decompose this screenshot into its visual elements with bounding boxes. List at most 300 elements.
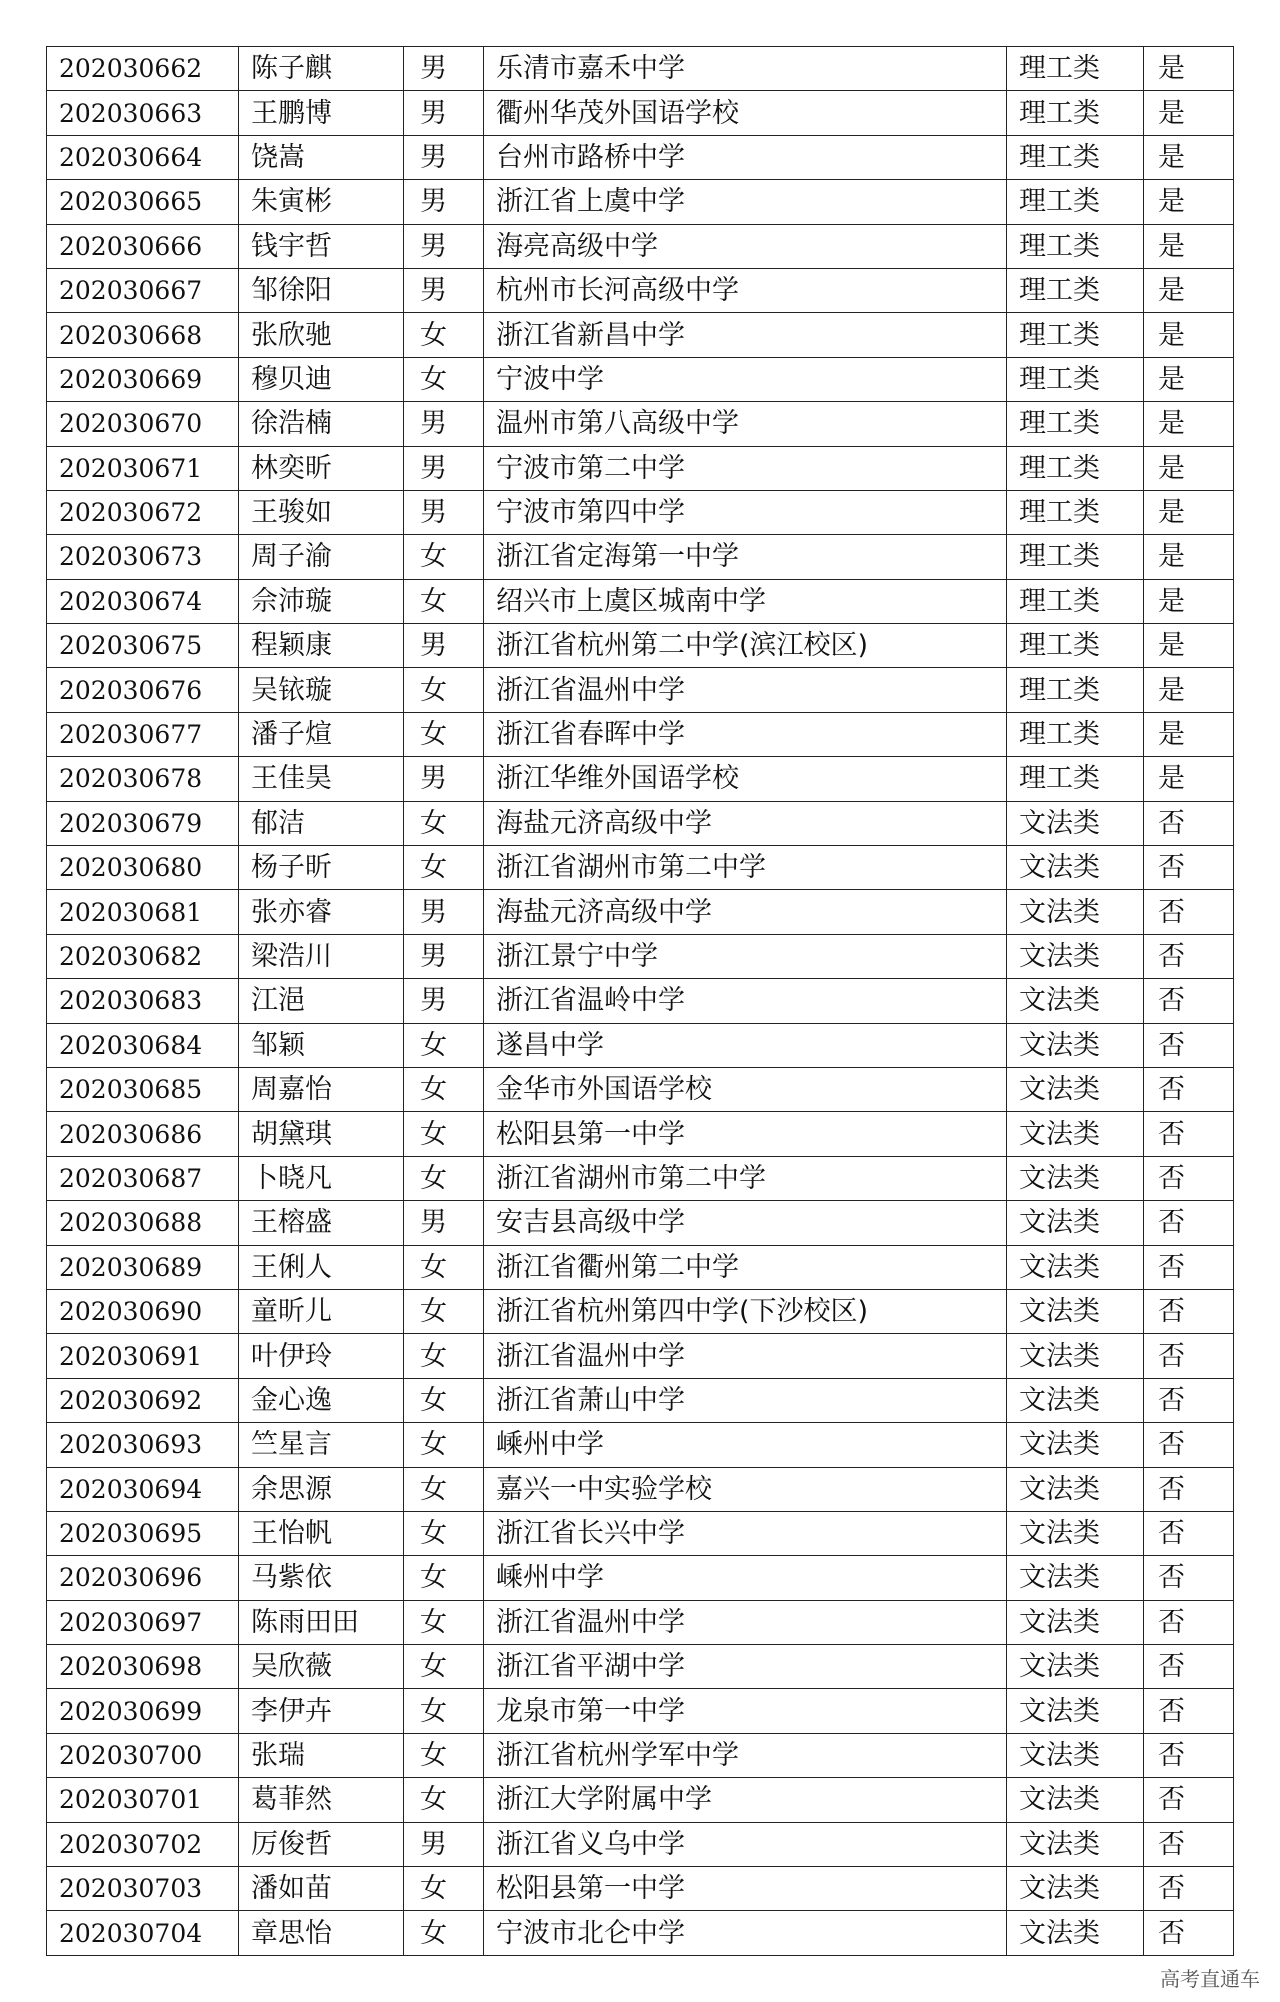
school-cell: 浙江省义乌中学: [484, 1822, 1007, 1866]
gender-cell: 女: [404, 1733, 484, 1777]
table-row: [47, 91, 1234, 135]
table-row: [47, 1156, 1234, 1200]
gender-cell: 男: [404, 446, 484, 490]
gender-cell: 女: [404, 1911, 484, 1955]
school-cell: 金华市外国语学校: [484, 1067, 1007, 1111]
student-id-cell: 202030673: [47, 535, 239, 579]
school-cell: 浙江省温州中学: [484, 668, 1007, 712]
flag-cell: 否: [1144, 1467, 1234, 1511]
student-id-cell: 202030683: [47, 979, 239, 1023]
gender-cell: 女: [404, 579, 484, 623]
gender-cell: 女: [404, 1112, 484, 1156]
student-id-cell: 202030668: [47, 313, 239, 357]
school-cell: 乐清市嘉禾中学: [484, 47, 1007, 91]
flag-cell: 否: [1144, 1911, 1234, 1955]
table-row: [47, 668, 1234, 712]
gender-cell: 女: [404, 313, 484, 357]
student-id-cell: 202030662: [47, 47, 239, 91]
category-cell: 文法类: [1007, 1156, 1144, 1200]
student-id-cell: 202030694: [47, 1467, 239, 1511]
flag-cell: 否: [1144, 1778, 1234, 1822]
table-row: [47, 1245, 1234, 1289]
school-cell: 嵊州中学: [484, 1556, 1007, 1600]
table-row: [47, 535, 1234, 579]
school-cell: 浙江省上虞中学: [484, 180, 1007, 224]
name-cell: 王榕盛: [239, 1201, 404, 1245]
name-cell: 佘沛璇: [239, 579, 404, 623]
gender-cell: 女: [404, 1689, 484, 1733]
flag-cell: 是: [1144, 446, 1234, 490]
category-cell: 文法类: [1007, 1423, 1144, 1467]
flag-cell: 否: [1144, 1334, 1234, 1378]
table-row: [47, 1733, 1234, 1777]
table-row: [47, 1289, 1234, 1333]
school-cell: 松阳县第一中学: [484, 1867, 1007, 1911]
student-id-cell: 202030688: [47, 1201, 239, 1245]
name-cell: 梁浩川: [239, 934, 404, 978]
school-cell: 嵊州中学: [484, 1423, 1007, 1467]
table-row: [47, 1067, 1234, 1111]
table-row: [47, 268, 1234, 312]
table-row: [47, 890, 1234, 934]
gender-cell: 女: [404, 1245, 484, 1289]
category-cell: 理工类: [1007, 180, 1144, 224]
table-row: [47, 1423, 1234, 1467]
gender-cell: 男: [404, 934, 484, 978]
flag-cell: 否: [1144, 1511, 1234, 1555]
table-row: [47, 490, 1234, 534]
student-id-cell: 202030663: [47, 91, 239, 135]
table-row: [47, 1645, 1234, 1689]
name-cell: 潘如苗: [239, 1867, 404, 1911]
flag-cell: 是: [1144, 268, 1234, 312]
table-row: [47, 579, 1234, 623]
name-cell: 厉俊哲: [239, 1822, 404, 1866]
school-cell: 海亮高级中学: [484, 224, 1007, 268]
name-cell: 郁洁: [239, 801, 404, 845]
name-cell: 林奕昕: [239, 446, 404, 490]
name-cell: 竺星言: [239, 1423, 404, 1467]
table-row: [47, 757, 1234, 801]
gender-cell: 女: [404, 1645, 484, 1689]
name-cell: 王鹏博: [239, 91, 404, 135]
flag-cell: 是: [1144, 757, 1234, 801]
flag-cell: 是: [1144, 357, 1234, 401]
student-id-cell: 202030676: [47, 668, 239, 712]
table-row: [47, 446, 1234, 490]
roster-table-body: [47, 47, 1234, 1956]
student-id-cell: 202030704: [47, 1911, 239, 1955]
school-cell: 宁波市第二中学: [484, 446, 1007, 490]
gender-cell: 女: [404, 535, 484, 579]
table-row: [47, 1556, 1234, 1600]
student-id-cell: 202030692: [47, 1378, 239, 1422]
flag-cell: 是: [1144, 91, 1234, 135]
student-id-cell: 202030702: [47, 1822, 239, 1866]
name-cell: 王怡帆: [239, 1511, 404, 1555]
table-row: [47, 846, 1234, 890]
category-cell: 理工类: [1007, 313, 1144, 357]
name-cell: 陈雨田田: [239, 1600, 404, 1644]
category-cell: 文法类: [1007, 1289, 1144, 1333]
flag-cell: 是: [1144, 313, 1234, 357]
category-cell: 理工类: [1007, 535, 1144, 579]
category-cell: 理工类: [1007, 402, 1144, 446]
student-id-cell: 202030700: [47, 1733, 239, 1777]
category-cell: 文法类: [1007, 1245, 1144, 1289]
school-cell: 浙江省春晖中学: [484, 712, 1007, 756]
school-cell: 浙江省温州中学: [484, 1600, 1007, 1644]
category-cell: 文法类: [1007, 979, 1144, 1023]
name-cell: 叶伊玲: [239, 1334, 404, 1378]
name-cell: 邹颖: [239, 1023, 404, 1067]
name-cell: 程颖康: [239, 624, 404, 668]
gender-cell: 男: [404, 624, 484, 668]
name-cell: 金心逸: [239, 1378, 404, 1422]
name-cell: 饶嵩: [239, 135, 404, 179]
category-cell: 理工类: [1007, 91, 1144, 135]
category-cell: 理工类: [1007, 490, 1144, 534]
flag-cell: 否: [1144, 1733, 1234, 1777]
category-cell: 文法类: [1007, 1334, 1144, 1378]
flag-cell: 否: [1144, 1112, 1234, 1156]
student-id-cell: 202030682: [47, 934, 239, 978]
student-id-cell: 202030686: [47, 1112, 239, 1156]
flag-cell: 否: [1144, 1600, 1234, 1644]
student-id-cell: 202030696: [47, 1556, 239, 1600]
table-row: [47, 135, 1234, 179]
table-row: [47, 1378, 1234, 1422]
flag-cell: 否: [1144, 890, 1234, 934]
name-cell: 周子渝: [239, 535, 404, 579]
name-cell: 穆贝迪: [239, 357, 404, 401]
table-row: [47, 1334, 1234, 1378]
table-row: [47, 934, 1234, 978]
gender-cell: 男: [404, 490, 484, 534]
gender-cell: 男: [404, 268, 484, 312]
flag-cell: 是: [1144, 579, 1234, 623]
gender-cell: 女: [404, 1156, 484, 1200]
category-cell: 理工类: [1007, 357, 1144, 401]
flag-cell: 否: [1144, 934, 1234, 978]
gender-cell: 女: [404, 1023, 484, 1067]
student-id-cell: 202030678: [47, 757, 239, 801]
gender-cell: 男: [404, 402, 484, 446]
school-cell: 浙江省新昌中学: [484, 313, 1007, 357]
gender-cell: 女: [404, 1067, 484, 1111]
flag-cell: 是: [1144, 624, 1234, 668]
gender-cell: 男: [404, 135, 484, 179]
name-cell: 张欣驰: [239, 313, 404, 357]
gender-cell: 女: [404, 1289, 484, 1333]
school-cell: 浙江省杭州第四中学(下沙校区): [484, 1289, 1007, 1333]
gender-cell: 女: [404, 668, 484, 712]
name-cell: 杨子昕: [239, 846, 404, 890]
roster-table: [46, 46, 1234, 1956]
student-id-cell: 202030689: [47, 1245, 239, 1289]
category-cell: 理工类: [1007, 47, 1144, 91]
flag-cell: 否: [1144, 1689, 1234, 1733]
gender-cell: 女: [404, 846, 484, 890]
school-cell: 松阳县第一中学: [484, 1112, 1007, 1156]
name-cell: 吴铱璇: [239, 668, 404, 712]
name-cell: 江浥: [239, 979, 404, 1023]
flag-cell: 是: [1144, 135, 1234, 179]
name-cell: 卜晓凡: [239, 1156, 404, 1200]
school-cell: 浙江省温岭中学: [484, 979, 1007, 1023]
flag-cell: 否: [1144, 1822, 1234, 1866]
school-cell: 浙江省湖州市第二中学: [484, 846, 1007, 890]
student-id-cell: 202030699: [47, 1689, 239, 1733]
category-cell: 理工类: [1007, 268, 1144, 312]
flag-cell: 否: [1144, 846, 1234, 890]
name-cell: 葛菲然: [239, 1778, 404, 1822]
category-cell: 理工类: [1007, 579, 1144, 623]
name-cell: 李伊卉: [239, 1689, 404, 1733]
category-cell: 理工类: [1007, 757, 1144, 801]
category-cell: 理工类: [1007, 446, 1144, 490]
gender-cell: 女: [404, 1334, 484, 1378]
school-cell: 浙江省平湖中学: [484, 1645, 1007, 1689]
gender-cell: 女: [404, 1867, 484, 1911]
student-id-cell: 202030701: [47, 1778, 239, 1822]
name-cell: 吴欣薇: [239, 1645, 404, 1689]
student-id-cell: 202030681: [47, 890, 239, 934]
flag-cell: 是: [1144, 224, 1234, 268]
category-cell: 文法类: [1007, 1600, 1144, 1644]
student-id-cell: 202030664: [47, 135, 239, 179]
category-cell: 理工类: [1007, 712, 1144, 756]
table-row: [47, 1778, 1234, 1822]
table-row: [47, 1867, 1234, 1911]
gender-cell: 女: [404, 1423, 484, 1467]
name-cell: 张亦睿: [239, 890, 404, 934]
flag-cell: 否: [1144, 801, 1234, 845]
name-cell: 胡黛琪: [239, 1112, 404, 1156]
table-row: [47, 224, 1234, 268]
name-cell: 余思源: [239, 1467, 404, 1511]
school-cell: 浙江大学附属中学: [484, 1778, 1007, 1822]
name-cell: 徐浩楠: [239, 402, 404, 446]
category-cell: 文法类: [1007, 1689, 1144, 1733]
student-id-cell: 202030687: [47, 1156, 239, 1200]
table-row: [47, 1511, 1234, 1555]
gender-cell: 男: [404, 1201, 484, 1245]
gender-cell: 女: [404, 1511, 484, 1555]
table-row: [47, 47, 1234, 91]
student-id-cell: 202030665: [47, 180, 239, 224]
category-cell: 文法类: [1007, 1867, 1144, 1911]
flag-cell: 否: [1144, 1867, 1234, 1911]
category-cell: 理工类: [1007, 135, 1144, 179]
flag-cell: 否: [1144, 1289, 1234, 1333]
student-id-cell: 202030693: [47, 1423, 239, 1467]
school-cell: 遂昌中学: [484, 1023, 1007, 1067]
name-cell: 陈子麒: [239, 47, 404, 91]
school-cell: 绍兴市上虞区城南中学: [484, 579, 1007, 623]
category-cell: 文法类: [1007, 1556, 1144, 1600]
gender-cell: 男: [404, 47, 484, 91]
school-cell: 浙江省衢州第二中学: [484, 1245, 1007, 1289]
category-cell: 文法类: [1007, 1467, 1144, 1511]
category-cell: 文法类: [1007, 1822, 1144, 1866]
school-cell: 台州市路桥中学: [484, 135, 1007, 179]
flag-cell: 否: [1144, 1156, 1234, 1200]
name-cell: 章思怡: [239, 1911, 404, 1955]
gender-cell: 女: [404, 1467, 484, 1511]
flag-cell: 否: [1144, 1423, 1234, 1467]
category-cell: 文法类: [1007, 1067, 1144, 1111]
category-cell: 文法类: [1007, 890, 1144, 934]
name-cell: 朱寅彬: [239, 180, 404, 224]
school-cell: 浙江景宁中学: [484, 934, 1007, 978]
student-id-cell: 202030684: [47, 1023, 239, 1067]
flag-cell: 否: [1144, 1023, 1234, 1067]
table-row: [47, 180, 1234, 224]
flag-cell: 是: [1144, 668, 1234, 712]
gender-cell: 女: [404, 801, 484, 845]
school-cell: 龙泉市第一中学: [484, 1689, 1007, 1733]
student-id-cell: 202030685: [47, 1067, 239, 1111]
name-cell: 潘子煊: [239, 712, 404, 756]
category-cell: 文法类: [1007, 1645, 1144, 1689]
gender-cell: 男: [404, 180, 484, 224]
category-cell: 文法类: [1007, 1511, 1144, 1555]
student-id-cell: 202030691: [47, 1334, 239, 1378]
flag-cell: 否: [1144, 979, 1234, 1023]
school-cell: 海盐元济高级中学: [484, 890, 1007, 934]
category-cell: 文法类: [1007, 1023, 1144, 1067]
gender-cell: 女: [404, 357, 484, 401]
category-cell: 文法类: [1007, 846, 1144, 890]
gender-cell: 男: [404, 979, 484, 1023]
table-row: [47, 624, 1234, 668]
student-id-cell: 202030695: [47, 1511, 239, 1555]
flag-cell: 是: [1144, 712, 1234, 756]
gender-cell: 男: [404, 224, 484, 268]
name-cell: 王骏如: [239, 490, 404, 534]
school-cell: 浙江省湖州市第二中学: [484, 1156, 1007, 1200]
name-cell: 张瑞: [239, 1733, 404, 1777]
student-id-cell: 202030698: [47, 1645, 239, 1689]
school-cell: 浙江省杭州学军中学: [484, 1733, 1007, 1777]
flag-cell: 否: [1144, 1556, 1234, 1600]
table-row: [47, 1689, 1234, 1733]
flag-cell: 否: [1144, 1245, 1234, 1289]
name-cell: 马紫依: [239, 1556, 404, 1600]
name-cell: 童昕儿: [239, 1289, 404, 1333]
watermark-text: 高考直通车: [1160, 1967, 1260, 1991]
category-cell: 理工类: [1007, 224, 1144, 268]
gender-cell: 女: [404, 1778, 484, 1822]
name-cell: 邹徐阳: [239, 268, 404, 312]
school-cell: 宁波市第四中学: [484, 490, 1007, 534]
table-row: [47, 1822, 1234, 1866]
table-row: [47, 1911, 1234, 1955]
category-cell: 文法类: [1007, 1733, 1144, 1777]
school-cell: 温州市第八高级中学: [484, 402, 1007, 446]
gender-cell: 女: [404, 712, 484, 756]
flag-cell: 否: [1144, 1645, 1234, 1689]
category-cell: 文法类: [1007, 1201, 1144, 1245]
table-row: [47, 1201, 1234, 1245]
student-id-cell: 202030674: [47, 579, 239, 623]
table-row: [47, 402, 1234, 446]
school-cell: 海盐元济高级中学: [484, 801, 1007, 845]
name-cell: 王佳昊: [239, 757, 404, 801]
category-cell: 文法类: [1007, 1911, 1144, 1955]
student-id-cell: 202030680: [47, 846, 239, 890]
category-cell: 文法类: [1007, 934, 1144, 978]
category-cell: 文法类: [1007, 801, 1144, 845]
student-id-cell: 202030669: [47, 357, 239, 401]
table-row: [47, 313, 1234, 357]
table-row: [47, 712, 1234, 756]
gender-cell: 男: [404, 757, 484, 801]
table-row: [47, 1600, 1234, 1644]
name-cell: 周嘉怡: [239, 1067, 404, 1111]
flag-cell: 是: [1144, 402, 1234, 446]
gender-cell: 女: [404, 1556, 484, 1600]
student-id-cell: 202030697: [47, 1600, 239, 1644]
table-row: [47, 1467, 1234, 1511]
school-cell: 安吉县高级中学: [484, 1201, 1007, 1245]
name-cell: 钱宇哲: [239, 224, 404, 268]
student-id-cell: 202030671: [47, 446, 239, 490]
table-row: [47, 357, 1234, 401]
category-cell: 文法类: [1007, 1378, 1144, 1422]
table-row: [47, 1023, 1234, 1067]
table-row: [47, 979, 1234, 1023]
student-id-cell: 202030666: [47, 224, 239, 268]
school-cell: 嘉兴一中实验学校: [484, 1467, 1007, 1511]
category-cell: 文法类: [1007, 1112, 1144, 1156]
name-cell: 王俐人: [239, 1245, 404, 1289]
category-cell: 理工类: [1007, 668, 1144, 712]
gender-cell: 女: [404, 1600, 484, 1644]
school-cell: 浙江省长兴中学: [484, 1511, 1007, 1555]
gender-cell: 男: [404, 890, 484, 934]
school-cell: 杭州市长河高级中学: [484, 268, 1007, 312]
flag-cell: 是: [1144, 490, 1234, 534]
flag-cell: 否: [1144, 1378, 1234, 1422]
school-cell: 衢州华茂外国语学校: [484, 91, 1007, 135]
student-id-cell: 202030690: [47, 1289, 239, 1333]
table-row: [47, 1112, 1234, 1156]
gender-cell: 男: [404, 1822, 484, 1866]
student-id-cell: 202030677: [47, 712, 239, 756]
school-cell: 浙江省定海第一中学: [484, 535, 1007, 579]
student-id-cell: 202030679: [47, 801, 239, 845]
student-id-cell: 202030667: [47, 268, 239, 312]
school-cell: 浙江省温州中学: [484, 1334, 1007, 1378]
flag-cell: 否: [1144, 1201, 1234, 1245]
gender-cell: 女: [404, 1378, 484, 1422]
category-cell: 文法类: [1007, 1778, 1144, 1822]
gender-cell: 男: [404, 91, 484, 135]
student-id-cell: 202030672: [47, 490, 239, 534]
flag-cell: 否: [1144, 1067, 1234, 1111]
school-cell: 宁波市北仑中学: [484, 1911, 1007, 1955]
student-id-cell: 202030703: [47, 1867, 239, 1911]
table-row: [47, 801, 1234, 845]
category-cell: 理工类: [1007, 624, 1144, 668]
flag-cell: 是: [1144, 47, 1234, 91]
school-cell: 宁波中学: [484, 357, 1007, 401]
school-cell: 浙江华维外国语学校: [484, 757, 1007, 801]
student-id-cell: 202030675: [47, 624, 239, 668]
flag-cell: 是: [1144, 535, 1234, 579]
